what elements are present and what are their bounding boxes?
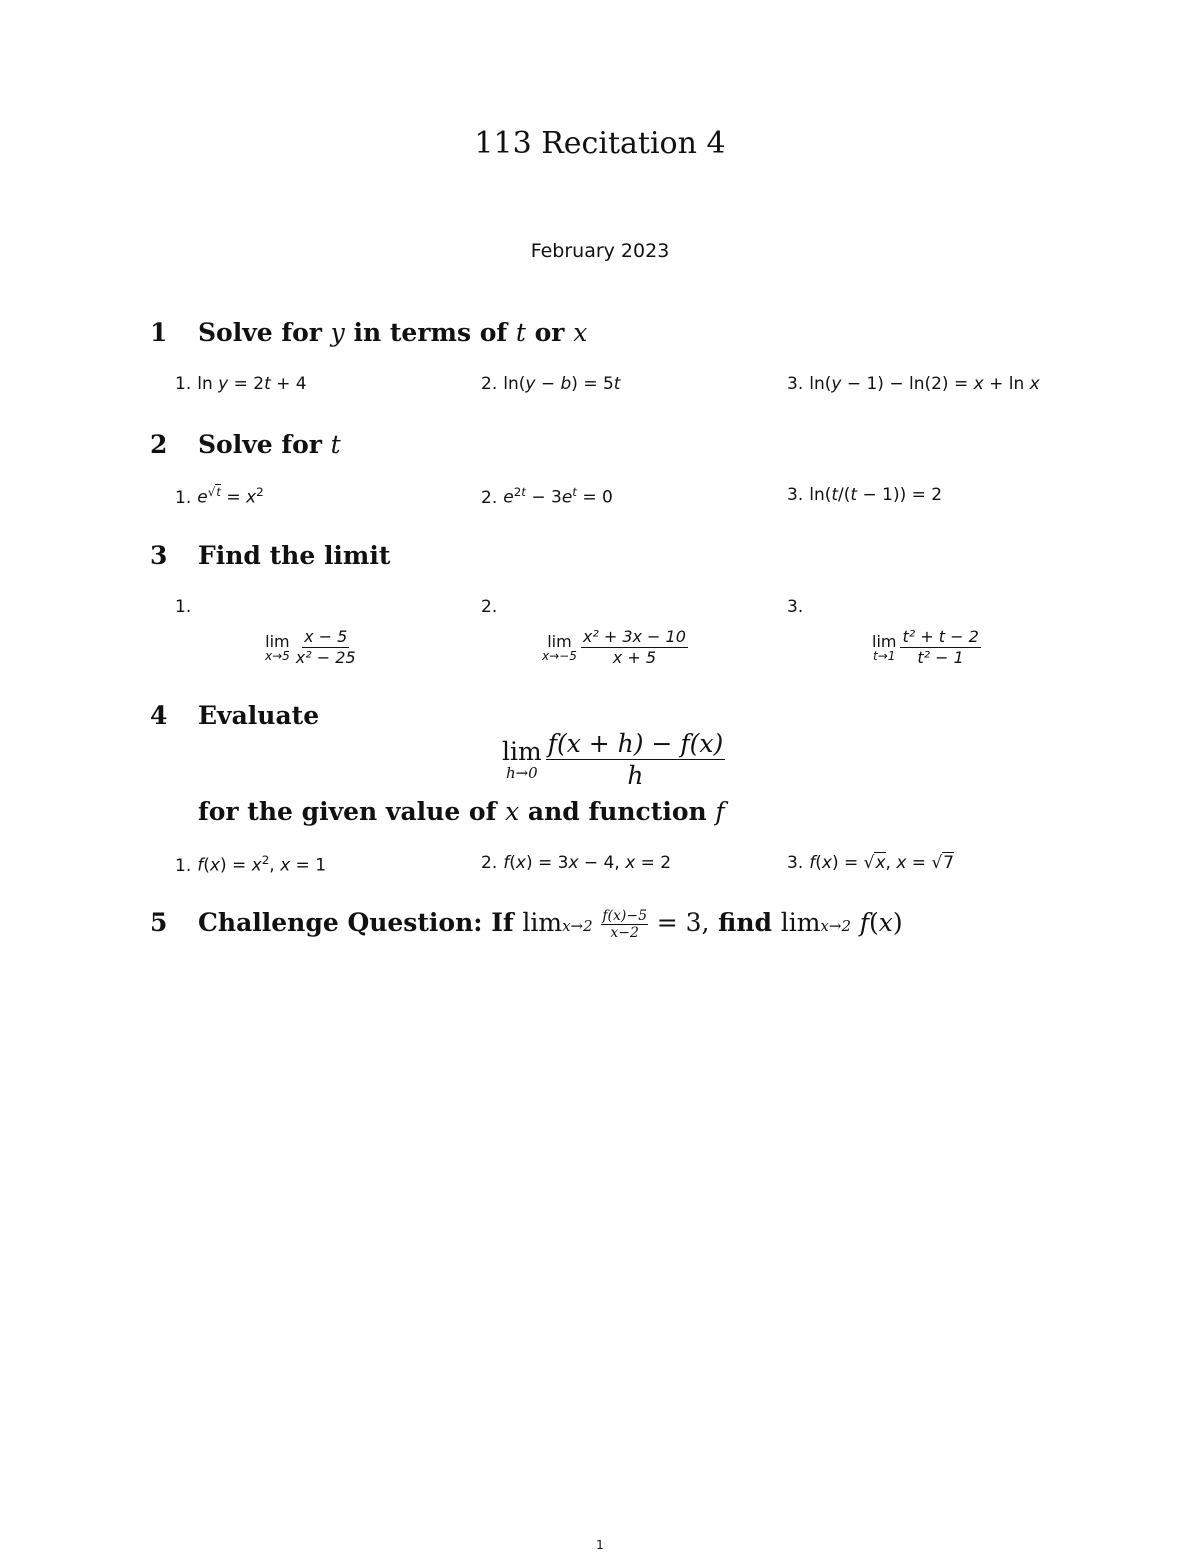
problem-label-3-2: 2. (481, 597, 498, 617)
problem-label-3-3: 3. (787, 597, 804, 617)
problem-1-1: 1. ln y = 2t + 4 (175, 374, 307, 394)
problem-4-2: 2. f(x) = 3x − 4, x = 2 (481, 853, 672, 873)
section-4-instruction: for the given value of x and function f (198, 797, 725, 826)
problem-2-3: 3. ln(t/(t − 1)) = 2 (787, 485, 943, 505)
section-number: 5 (150, 908, 168, 938)
problem-label: 2. (481, 487, 498, 508)
limit-operator: lim x→5 (265, 632, 290, 663)
problem-2-2: 2. $e^{2t} - 3e^t = 0$ (481, 485, 613, 508)
limit-expression-3-2 (542, 627, 688, 668)
problem-label: 1. (175, 855, 192, 876)
problem-label: 2. (481, 374, 498, 394)
limit-operator: lim t→1 (872, 632, 897, 663)
section-title: Evaluate (198, 701, 320, 730)
section-3-heading (150, 541, 390, 570)
fraction: $\frac{f(x + h) - f(x)}{h}$ (547, 729, 724, 791)
problem-label: 1. (175, 374, 192, 394)
fraction: $\frac{\text{t² + t − 2}}{\text{t² − 1}}$ (902, 627, 979, 667)
difference-quotient-limit (502, 728, 725, 792)
section-number: 2 (150, 430, 168, 459)
limit-operator: lim h→0 (502, 737, 542, 783)
problem-4-3: 3. f(x) = √x, x = √7 (787, 853, 955, 873)
section-title: Find the limit (198, 541, 391, 570)
problem-1-2: 2. ln(y − b) = 5t (481, 374, 621, 394)
problem-label: 2. (481, 853, 498, 873)
section-number: 1 (150, 318, 168, 347)
section-2-heading: 2 Solve for t (150, 430, 341, 459)
section-4-heading (150, 701, 319, 730)
problem-label-3-1: 1. (175, 597, 192, 617)
limit-operator: lim x→−5 (542, 632, 577, 663)
fraction: $\frac{x - 5}{\text{x² − 25}}$ (295, 627, 356, 667)
limit-expression-3-1 (265, 627, 358, 668)
problem-label: 3. (787, 485, 804, 505)
section-1-heading: 1 Solve for y in terms of t or x (150, 318, 588, 347)
document-date: February 2023 (530, 240, 670, 262)
problem-label: 1. (175, 487, 192, 508)
page-number: 1 (596, 1538, 604, 1552)
problem-label: 3. (787, 853, 804, 873)
section-5-heading: 5 Challenge Question: If limx→2 $\frac{f(x)-5}{x-2}$ = 3, find limx→2 f(x) (150, 908, 903, 942)
problem-2-1: 1. $e^{√t} = x^2$ (175, 485, 264, 508)
limit-expression-3-3 (872, 627, 981, 668)
section-number: 4 (150, 701, 168, 730)
document-title: 113 Recitation 4 (474, 126, 726, 161)
problem-label: 3. (787, 374, 804, 394)
problem-4-1: 1. $f(x) = x^2$, x = 1 (175, 853, 327, 876)
fraction: $\frac{\text{x² + 3x − 10}}{x + 5}$ (582, 627, 686, 667)
fraction: $\frac{f(x)-5}{x-2}$ (602, 908, 647, 942)
section-number: 3 (150, 541, 168, 570)
problem-1-3: 3. ln(y − 1) − ln(2) = x + ln x (787, 374, 1040, 394)
